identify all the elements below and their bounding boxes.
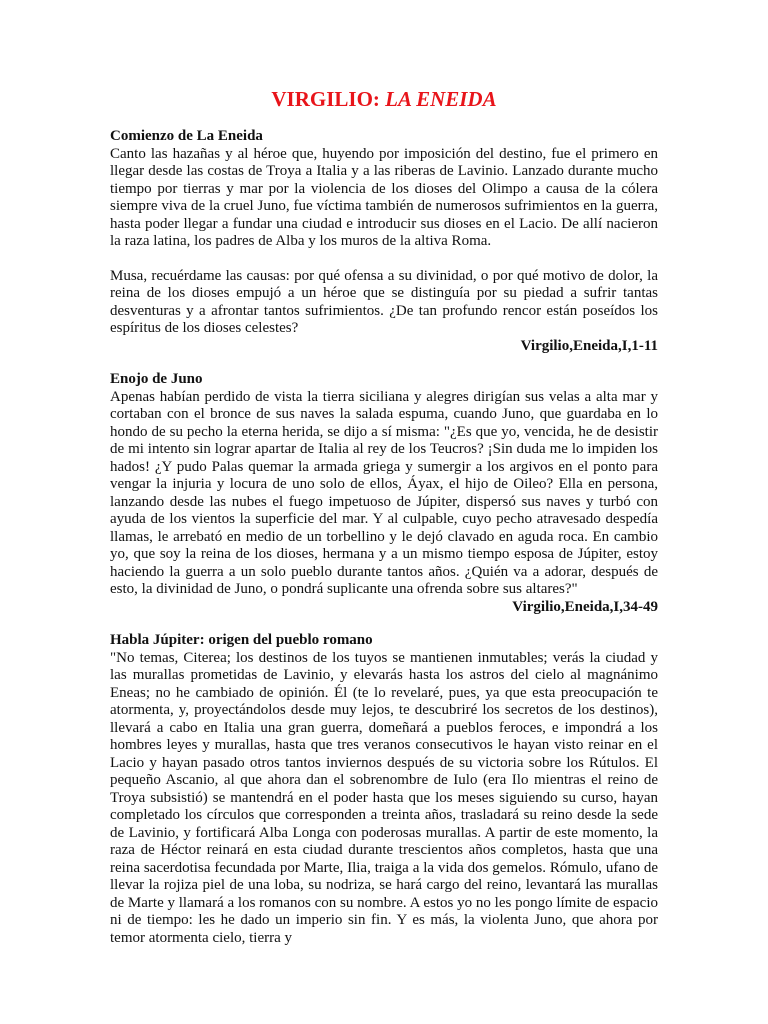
paragraph: Musa, recuérdame las causas: por qué ofensa a su divinidad, o por qué motivo de dolor, la reina de los dioses empujó a un héroe que se distinguía por su piedad a sufrir tantas desventuras y a afrontar tantos sufrimientos. ¿De tan profundo rencor están poseídos los espíritus de los dioses celestes? (110, 267, 658, 336)
document-title (110, 86, 658, 112)
section-heading: Habla Júpiter: origen del pueblo romano (110, 632, 373, 648)
title-author: VIRGILIO: (271, 87, 380, 111)
document-page (110, 86, 658, 963)
section-heading: Comienzo de La Eneida (110, 128, 263, 144)
citation: Virgilio,Eneida,I,1-11 (520, 337, 658, 354)
paragraph: Apenas habían perdido de vista la tierra siciliana y alegres dirigían sus velas a alta mar y cortaban con el bronce de sus naves la salada espuma, cuando Juno, que guardaba en lo hondo de su pecho la eterna herida, se dijo a sí misma: "¿Es que yo, vencida, he de desistir de mi intento sin lograr apartar de Italia al rey de los Teucros? ¡Sin duda me lo impiden los hados! ¿Y pudo Palas quemar la armada griega y sumergir a los argivos en el ponto para vengar la injuria y locura de uno solo de ellos, Áyax, el hijo de Oileo? Ella en persona, lanzando desde las nubes el fuego impetuoso de Júpiter, dispersó sus naves y turbó con ayuda de los vientos la superficie del mar. Y al culpable, cuyo pecho atravesado despedía llamas, le arrebató en medio de un torbellino y le dejó clavado en aguda roca. En cambio yo, que soy la reina de los dioses, hermana y a un mismo tiempo esposa de Júpiter, estoy haciendo la guerra a un solo pueblo durante tantos años. ¿Quién va a adorar, después de esto, la divinidad de Juno, o pondrá suplicante una ofrenda sobre sus altares?" (110, 388, 658, 597)
section-heading: Enojo de Juno (110, 371, 203, 387)
citation: Virgilio,Eneida,I,34-49 (512, 598, 658, 615)
paragraph: Canto las hazañas y al héroe que, huyendo por imposición del destino, fue el primero en llegar desde las costas de Troya a Italia y a las riberas de Lavinio. Lanzado durante mucho tiempo por tierras y mar por la violencia de los dioses del Olimpo a causa de la cólera siempre viva de la cruel Juno, fue víctima también de numerosos sufrimientos en la guerra, hasta poder llegar a fundar una ciudad e introducir sus dioses en el Lacio. De allí nacieron la raza latina, los padres de Alba y los muros de la altiva Roma. (110, 145, 658, 249)
section-comienzo (110, 128, 658, 355)
title-work: LA ENEIDA (385, 87, 497, 111)
paragraph: "No temas, Citerea; los destinos de los tuyos se mantienen inmutables; verás la ciudad y las murallas prometidas de Lavinio, y elevarás hasta los astros del cielo al magnánimo Eneas; no he cambiado de opinión. Él (te lo revelaré, pues, ya que esta preocupación te atormenta, y, proyectándolos desde muy lejos, te descubriré los secretos de los destinos), llevará a cabo en Italia una gran guerra, domeñará a pueblos feroces, e impondrá a los hombres leyes y murallas, hasta que tres veranos consecutivos le hayan visto reinar en el Lacio y hayan pasado otros tantos inviernos después de su victoria sobre los Rútulos. El pequeño Ascanio, al que ahora dan el sobrenombre de Iulo (era Ilo mientras el reino de Troya subsistió) se mantendrá en el poder hasta que los meses siguiendo su curso, hayan completado los círculos que corresponden a treinta años, trasladará su reino desde la sede de Lavinio, y fortificará Alba Longa con poderosas murallas. A partir de este momento, la raza de Héctor reinará en esta ciudad durante trescientos años completos, hasta que una reina sacerdotisa fecundada por Marte, Ilia, traiga a la vida dos gemelos. Rómulo, ufano de llevar la rojiza piel de una loba, su nodriza, se hará cargo del reino, levantará las murallas de Marte y llamará a los romanos con su nombre. A estos yo no les pongo límite de espacio ni de tiempo: les he dado un imperio sin fin. Y es más, la violenta Juno, que ahora por temor atormenta cielo, tierra y (110, 649, 658, 946)
section-enojo-de-juno (110, 371, 658, 616)
section-habla-jupiter (110, 632, 658, 947)
